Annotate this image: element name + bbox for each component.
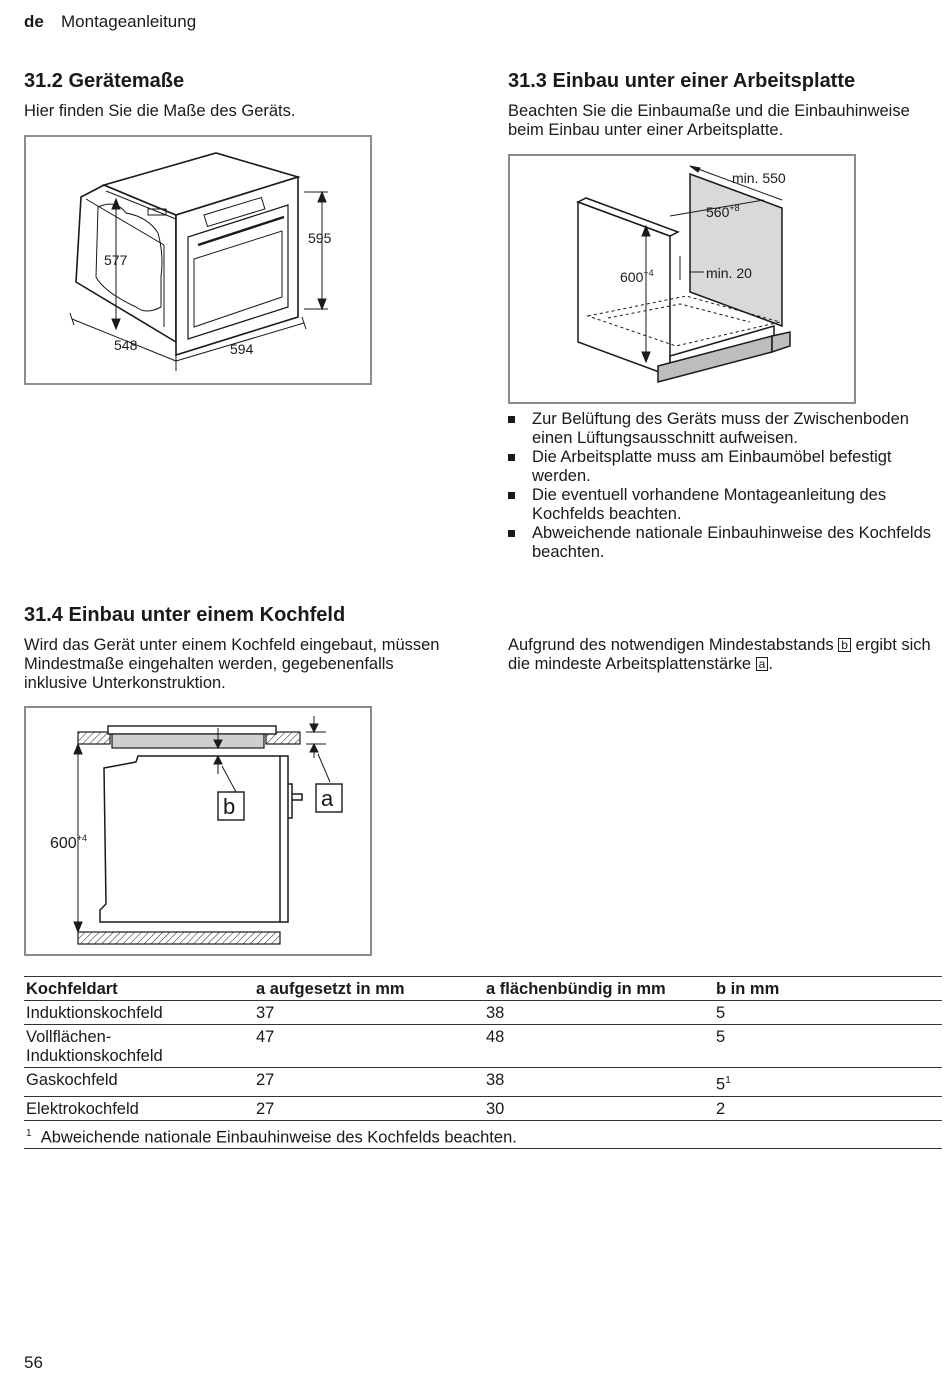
cooktop-dimensions-table bbox=[24, 976, 942, 1149]
table-cell: Induktionskochfeld bbox=[24, 1001, 254, 1025]
dim-height-600-tolerance: +4 bbox=[643, 268, 654, 278]
dim-width-560-tolerance: +8 bbox=[729, 203, 740, 213]
list-item: Abweichende nationale Einbauhinweise des Kochfelds beachten. bbox=[508, 524, 948, 562]
installation-notes-list bbox=[508, 410, 948, 562]
label-b: b bbox=[223, 794, 236, 819]
heading-31-2: 31.2 Gerätemaße bbox=[24, 70, 185, 92]
dim-height-600-tolerance: +4 bbox=[76, 833, 87, 843]
figure-worktop-installation bbox=[508, 154, 856, 404]
footnote-ref: 1 bbox=[725, 1075, 731, 1086]
text-31-3: Beachten Sie die Einbaumaße und die Einbauhinweise beim Einbau unter einer Arbeitsplatte. bbox=[508, 102, 910, 139]
bullet-square-icon bbox=[508, 454, 515, 461]
table-header-cell: a flächenbündig in mm bbox=[484, 977, 714, 1001]
page-number: 56 bbox=[24, 1353, 43, 1372]
table-cell: 27 bbox=[254, 1068, 484, 1097]
table-cell: 38 bbox=[484, 1068, 714, 1097]
table-header-cell: Kochfeldart bbox=[24, 977, 254, 1001]
dim-min-20: min. 20 bbox=[706, 265, 752, 281]
dim-min-550: min. 550 bbox=[732, 170, 786, 186]
dim-height-600: 600 bbox=[50, 835, 77, 852]
dim-height-600: 600 bbox=[620, 269, 644, 285]
text-31-4-right: Aufgrund des notwendigen Mindestabstands b ergibt sich die mindeste Arbeitsplattenstärke a . bbox=[508, 636, 931, 673]
heading-31-3: 31.3 Einbau unter einer Arbeitsplatte bbox=[508, 70, 856, 92]
table-cell: 38 bbox=[484, 1001, 714, 1025]
table-cell: 47 bbox=[254, 1025, 484, 1068]
dim-width-594: 594 bbox=[230, 341, 254, 357]
label-b-box: b bbox=[838, 638, 851, 652]
list-item: Die Arbeitsplatte muss am Einbaumöbel befestigt werden. bbox=[508, 448, 948, 486]
dim-height-577: 577 bbox=[104, 252, 128, 268]
figure-cooktop-installation bbox=[24, 706, 372, 956]
table-cell: $5^1$ bbox=[714, 1068, 942, 1097]
table-cell: 27 bbox=[254, 1096, 484, 1120]
table-footnote: $^1$ Abweichende nationale Einbauhinweise des Kochfelds beachten. bbox=[24, 1120, 942, 1149]
heading-31-4: 31.4 Einbau unter einem Kochfeld bbox=[24, 604, 346, 626]
text-31-2: Hier finden Sie die Maße des Geräts. bbox=[24, 102, 296, 120]
language-code: de bbox=[24, 12, 44, 31]
table-footnote-row bbox=[24, 1120, 942, 1149]
table-row bbox=[24, 1096, 942, 1120]
dim-width-560: 560 bbox=[706, 204, 730, 220]
table-cell: 30 bbox=[484, 1096, 714, 1120]
table-cell: Gaskochfeld bbox=[24, 1068, 254, 1097]
table-cell: 5 bbox=[714, 1025, 942, 1068]
table-header-row bbox=[24, 977, 942, 1001]
table-header-cell: b in mm bbox=[714, 977, 942, 1001]
list-item: Zur Belüftung des Geräts muss der Zwischenboden einen Lüftungsausschnitt aufweisen. bbox=[508, 410, 948, 448]
dim-height-595: 595 bbox=[308, 230, 332, 246]
table-row bbox=[24, 1025, 942, 1068]
table-cell: Vollflächen-Induktionskochfeld bbox=[24, 1025, 254, 1068]
bullet-square-icon bbox=[508, 492, 515, 499]
label-a: a bbox=[321, 786, 334, 811]
svg-text:600+4 bbox=[50, 833, 87, 852]
list-item: Die eventuell vorhandene Montageanleitung des Kochfelds beachten. bbox=[508, 486, 948, 524]
text-31-4-left: Wird das Gerät unter einem Kochfeld eingebaut, müssen Mindestmaße eingehalten werden, gegebenenfalls inklusive Unterkonstruktion. bbox=[24, 636, 440, 692]
table-cell: 5 bbox=[714, 1001, 942, 1025]
table-cell: Elektrokochfeld bbox=[24, 1096, 254, 1120]
table-row bbox=[24, 1001, 942, 1025]
footnote-mark: 1 bbox=[26, 1127, 32, 1139]
figure-appliance-dimensions bbox=[24, 135, 372, 385]
bullet-square-icon bbox=[508, 530, 515, 537]
table-cell: 48 bbox=[484, 1025, 714, 1068]
dim-depth-548: 548 bbox=[114, 337, 138, 353]
label-a-box: a bbox=[756, 657, 769, 671]
table-cell: 37 bbox=[254, 1001, 484, 1025]
table-row bbox=[24, 1068, 942, 1097]
table-cell: 2 bbox=[714, 1096, 942, 1120]
bullet-square-icon bbox=[508, 416, 515, 423]
table-header-cell: a aufgesetzt in mm bbox=[254, 977, 484, 1001]
document-title: Montageanleitung bbox=[61, 12, 197, 31]
